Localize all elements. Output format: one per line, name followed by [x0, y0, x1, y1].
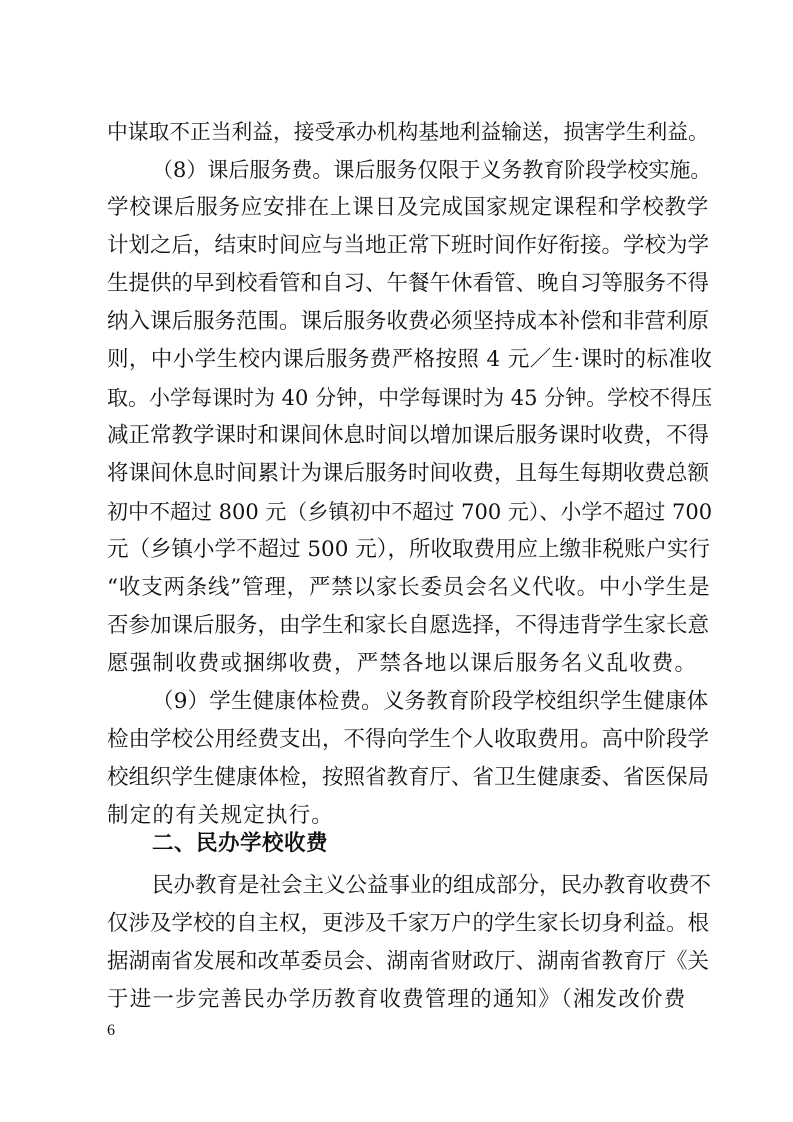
- paragraph-start-line: 民办教育是社会主义公益事业的组成部分，民办教育收费不: [152, 873, 712, 898]
- text-line: 学校课后服务应安排在上课日及完成国家规定课程和学校教学: [107, 195, 710, 220]
- text-line: 生提供的早到校看管和自习、午餐午休看管、晚自习等服务不得: [107, 271, 710, 296]
- text-line: 愿强制收费或捆绑收费，严禁各地以课后服务名义乱收费。: [107, 651, 698, 676]
- text-line: 取。小学每课时为 40 分钟，中学每课时为 45 分钟。学校不得压: [107, 386, 713, 410]
- text-line: 元（乡镇小学不超过 500 元），所收取费用应上缴非税账户实行: [107, 537, 710, 562]
- text-line: 减正常教学课时和课间休息时间以增加课后服务课时收费，不得: [107, 423, 710, 448]
- text-line: 中谋取不正当利益，接受承办机构基地利益输送，损害学生利益。: [107, 120, 709, 144]
- text-line: 校组织学生健康体检，按照省教育厅、省卫生健康委、省医保局: [107, 765, 710, 790]
- text-line: 制定的有关规定执行。: [107, 803, 335, 828]
- text-line: 否参加课后服务，由学生和家长自愿选择，不得违背学生家长意: [107, 613, 710, 638]
- text-line: 初中不超过 800 元（乡镇初中不超过 700 元）、小学不超过 700: [107, 500, 713, 524]
- text-line: 检由学校公用经费支出，不得向学生个人收取费用。高中阶段学: [107, 727, 710, 752]
- text-line: 纳入课后服务范围。课后服务收费必须坚持成本补偿和非营利原: [107, 309, 710, 334]
- text-line: 计划之后，结束时间应与当地正常下班时间作好衔接。学校为学: [107, 233, 710, 258]
- section-heading: 二、民办学校收费: [152, 831, 329, 856]
- text-line: 将课间休息时间累计为课后服务时间收费，且每生每期收费总额: [107, 461, 710, 486]
- text-line: 则，中小学生校内课后服务费严格按照 4 元／生·课时的标准收: [107, 347, 713, 372]
- paragraph-start-line: （9）学生健康体检费。义务教育阶段学校组织学生健康体: [152, 689, 709, 714]
- text-line: 于进一步完善民办学历教育收费管理的通知》（湘发改价费: [107, 987, 687, 1012]
- text-line: “收支两条线”管理，严禁以家长委员会名义代收。中小学生是: [107, 575, 711, 600]
- paragraph-start-line: （8）课后服务费。课后服务仅限于义务教育阶段学校实施。: [152, 158, 712, 182]
- text-line: 仅涉及学校的自主权，更涉及千家万户的学生家长切身利益。根: [107, 911, 710, 936]
- text-line: 据湖南省发展和改革委员会、湖南省财政厅、湖南省教育厅《关: [107, 949, 710, 974]
- page-number: 6: [107, 1022, 115, 1039]
